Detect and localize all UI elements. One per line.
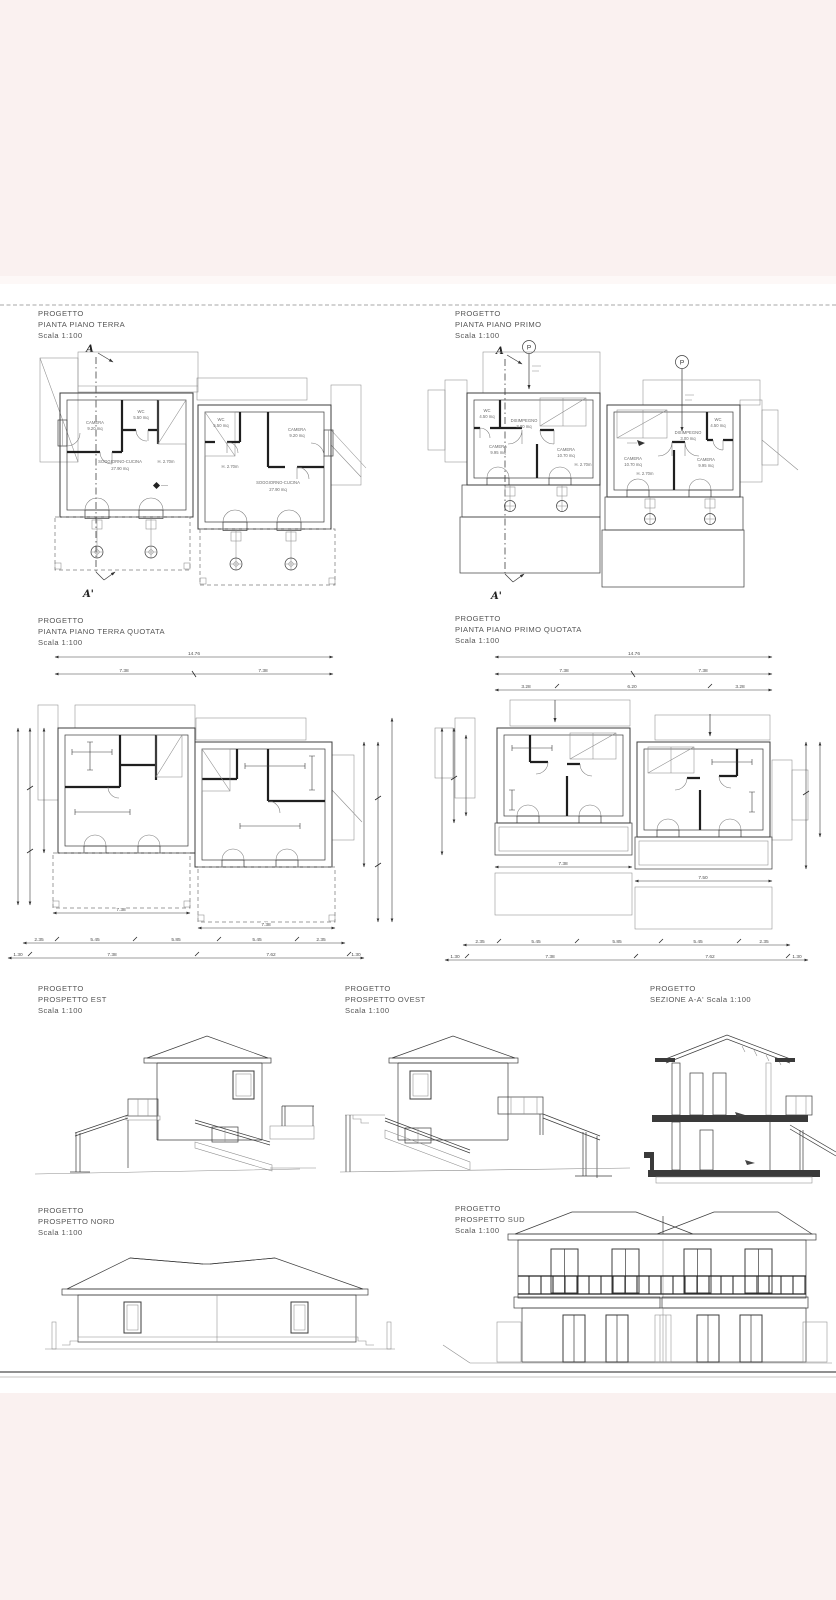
- panel-scale: Scala 1:100: [455, 331, 500, 340]
- room-label: SOGGIORNO-CUCINA: [256, 480, 300, 485]
- dim-seg: 3.28: [521, 685, 531, 690]
- room-label: WC: [714, 417, 722, 422]
- panel-title: PROGETTO: [455, 614, 501, 623]
- downpipe-letter: P: [526, 344, 532, 352]
- panel-subtitle: PROSPETTO OVEST: [345, 995, 426, 1004]
- room-area: 4.50 mq: [710, 423, 726, 428]
- dim-total: 14.76: [187, 652, 201, 657]
- room-label: CAMERA: [697, 457, 715, 462]
- panel-title: PROGETTO: [650, 984, 696, 993]
- section-marker-a: A: [496, 346, 504, 357]
- dim-chain: 5.45: [90, 938, 100, 943]
- room-area: 9.95 mq: [698, 463, 714, 468]
- dim-chain: 7.62: [266, 953, 276, 958]
- room-label: DISIMPEGNO: [510, 418, 538, 423]
- panel-title: PROGETTO: [38, 616, 84, 625]
- room-area: 3.00 mq: [680, 436, 696, 441]
- floor-slab: [652, 1115, 808, 1122]
- panel-subtitle: PROSPETTO EST: [38, 995, 107, 1004]
- panel-title: PROGETTO: [345, 984, 391, 993]
- panel-title: PROGETTO: [455, 1204, 501, 1213]
- room-area: 10.70 mq: [624, 462, 642, 467]
- panel-title: PROGETTO: [38, 984, 84, 993]
- room-area: 27.90 mq: [111, 466, 129, 471]
- dim-chain: 7.38: [107, 953, 117, 958]
- dim-terrace: 7.50: [698, 876, 708, 881]
- dim-half: 7.38: [119, 669, 129, 674]
- panel-scale: Scala 1:100: [455, 1226, 500, 1235]
- dim-chain: 2.35: [34, 938, 44, 943]
- dim-chain: 2.35: [475, 940, 485, 945]
- panel-scale: Scala 1:100: [38, 1228, 83, 1237]
- dim-chain: 1.30: [13, 953, 23, 958]
- section-marker-a: A: [86, 344, 94, 355]
- room-label: DISIMPEGNO: [674, 430, 702, 435]
- dim-chain: 5.45: [531, 940, 541, 945]
- room-area: 3.00 mq: [516, 424, 532, 429]
- room-area: 5.50 mq: [213, 423, 229, 428]
- dim-chain: 1.30: [351, 953, 361, 958]
- dim-chain: 5.45: [252, 938, 262, 943]
- room-label: WC: [217, 417, 225, 422]
- panel-scale: Scala 1:100: [455, 636, 500, 645]
- panel-title: PROGETTO: [38, 309, 84, 318]
- dim-total: 14.76: [627, 652, 641, 657]
- room-label: WC: [137, 409, 145, 414]
- room-area: 4.50 mq: [479, 414, 495, 419]
- balcony-railing: [518, 1276, 806, 1294]
- dim-chain: 5.85: [171, 938, 181, 943]
- dim-chain: 2.35: [316, 938, 326, 943]
- room-area: 10.70 mq: [557, 453, 575, 458]
- room-height: H. 2.70m: [157, 459, 175, 464]
- panel-subtitle: PIANTA PIANO PRIMO: [455, 320, 542, 329]
- dim-half: 7.38: [559, 669, 569, 674]
- section-marker-a-prime: A': [83, 589, 94, 600]
- dim-terrace: 7.38: [116, 908, 126, 913]
- section-marker-a-prime: A': [491, 591, 502, 602]
- ground-slab: [648, 1170, 820, 1177]
- panel-title: PROGETTO: [455, 309, 501, 318]
- room-label: CAMERA: [288, 427, 306, 432]
- panel-subtitle: PIANTA PIANO PRIMO QUOTATA: [455, 625, 582, 634]
- dim-chain: 5.85: [612, 940, 622, 945]
- dim-half: 7.38: [258, 669, 268, 674]
- panel-scale: Scala 1:100: [38, 1006, 83, 1015]
- dim-chain: 7.62: [705, 955, 715, 960]
- room-height: H. 2.70m: [574, 462, 592, 467]
- dim-chain: 2.35: [759, 940, 769, 945]
- dim-chain: 1.30: [450, 955, 460, 960]
- room-height: H. 2.70m: [221, 464, 239, 469]
- room-label: CAMERA: [86, 420, 104, 425]
- panel-subtitle: PIANTA PIANO TERRA: [38, 320, 126, 329]
- room-area: 27.90 mq: [269, 487, 287, 492]
- panel-subtitle: PIANTA PIANO TERRA QUOTATA: [38, 627, 165, 636]
- room-label: CAMERA: [489, 444, 507, 449]
- panel-subtitle: PROSPETTO SUD: [455, 1215, 526, 1224]
- dim-terrace: 7.38: [261, 923, 271, 928]
- room-area: 9.20 mq: [87, 426, 103, 431]
- room-height: H. 2.70m: [636, 471, 654, 476]
- dim-chain: 1.30: [792, 955, 802, 960]
- room-area: 9.20 mq: [289, 433, 305, 438]
- panel-scale: Scala 1:100: [345, 1006, 390, 1015]
- dim-seg: 3.28: [735, 685, 745, 690]
- room-area: 9.95 mq: [490, 450, 506, 455]
- room-label: SOGGIORNO-CUCINA: [98, 459, 142, 464]
- room-label: CAMERA: [624, 456, 642, 461]
- panel-subtitle: SEZIONE A-A' Scala 1:100: [650, 995, 751, 1004]
- dim-chain: 7.38: [545, 955, 555, 960]
- room-area: 5.50 mq: [133, 415, 149, 420]
- dim-chain: 5.45: [693, 940, 703, 945]
- panel-title: PROGETTO: [38, 1206, 84, 1215]
- panel-scale: Scala 1:100: [38, 331, 83, 340]
- panel-subtitle: PROSPETTO NORD: [38, 1217, 115, 1226]
- panel-scale: Scala 1:100: [38, 638, 83, 647]
- dim-seg: 6.20: [627, 685, 637, 690]
- dim-terrace: 7.38: [558, 862, 568, 867]
- downpipe-letter: P: [679, 359, 685, 367]
- room-label: WC: [483, 408, 491, 413]
- dim-half: 7.38: [698, 669, 708, 674]
- room-label: CAMERA: [557, 447, 575, 452]
